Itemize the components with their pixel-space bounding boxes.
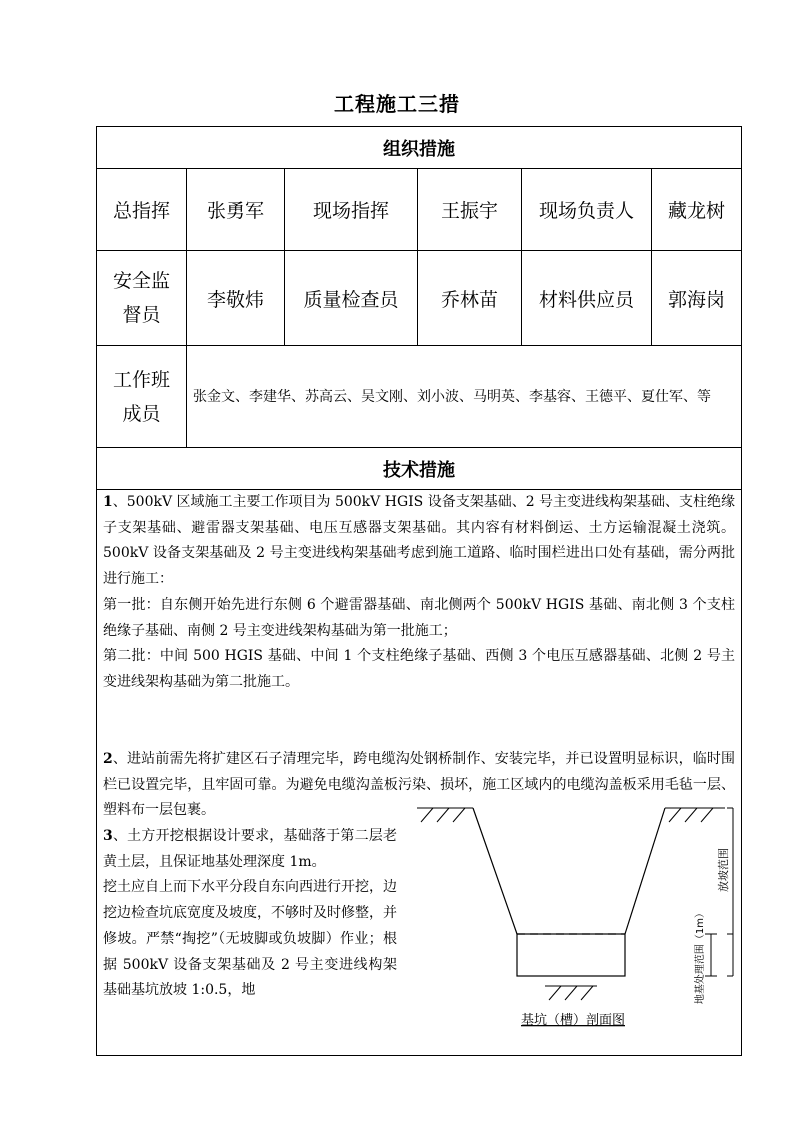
- paragraph-2: 2、进站前需先将扩建区石子清理完毕，跨电缆沟处钢桥制作、安装完毕，并已设置明显标识，临时围栏已设置完毕，且牢固可靠。为避免电缆沟盖板污染、损坏，施工区域内的电缆沟盖板采用毛毡一层、塑料布一层包裹。: [103, 751, 735, 819]
- figure-caption: 基坑（槽）剖面图: [520, 1013, 626, 1028]
- paragraph-1b: 第二批：中间 500 HGIS 基础、中间 1 个支柱绝缘子基础、西侧 3 个电压互感器基础、北侧 2 号主变进线架构基础为第二批施工。: [103, 648, 736, 690]
- label-treatment-depth: 地基处理范围（1m）: [695, 907, 706, 1005]
- foundation-treatment-zone: [517, 934, 625, 976]
- name-site-manager: 藏龙树: [652, 169, 742, 251]
- excavation-section-figure: [415, 806, 735, 1041]
- tech-section-header: 技术措施: [97, 448, 742, 490]
- role-commander: 总指挥: [97, 169, 187, 251]
- role-safety-supervisor: 安全监督员: [97, 251, 187, 346]
- team-members: 张金文、李建华、苏高云、吴文刚、刘小波、马明英、李基容、王德平、夏仕军、等: [187, 346, 742, 448]
- team-label: 工作班成员: [97, 346, 187, 448]
- ground-hatch-left: [417, 808, 473, 822]
- ground-hatch-right: [665, 808, 725, 822]
- role-site-manager: 现场负责人: [522, 169, 652, 251]
- role-material-supplier: 材料供应员: [522, 251, 652, 346]
- tech-body: [97, 490, 742, 1056]
- name-site-commander: 王振宇: [418, 169, 522, 251]
- name-material-supplier: 郭海岗: [652, 251, 742, 346]
- slope-left: [473, 808, 517, 934]
- page-title: 工程施工三措: [334, 92, 460, 116]
- paragraph-3a: 挖土应自上而下水平分段自东向西进行开挖，边挖边检查坑底宽度及坡度，不够时及时修整，并修坡。严禁“掏挖”（无坡脚或负坡脚）作业；根据 500kV 设备支架基础及 2 号主变进线构架基础基坑放坡 1:0.5，地: [103, 879, 397, 999]
- paragraph-1: 1、500kV 区域施工主要工作项目为 500kV HGIS 设备支架基础、2 号主变进线构架基础、支柱绝缘子支架基础、避雷器支架基础、电压互感器支架基础。其内容有材料倒运、土方运输混凝土浇筑。500kV 设备支架基础及 2 号主变进线构架基础考虑到施工道路、临时围栏进出口处有基础，需分两批进行施工：: [103, 494, 736, 588]
- measures-table: [96, 126, 742, 1056]
- name-commander: 张勇军: [187, 169, 285, 251]
- name-safety-supervisor: 李敬炜: [187, 251, 285, 346]
- ground-hatch-bottom: [545, 986, 597, 1000]
- role-site-commander: 现场指挥: [285, 169, 418, 251]
- paragraph-1a: 第一批：自东侧开始先进行东侧 6 个避雷器基础、南北侧两个 500kV HGIS 基础、南北侧 3 个支柱绝缘子基础、南侧 2 号主变进线架构基础为第一批施工；: [103, 596, 736, 639]
- role-quality-inspector: 质量检查员: [285, 251, 418, 346]
- name-quality-inspector: 乔林苗: [418, 251, 522, 346]
- slope-right: [625, 808, 665, 934]
- label-slope-range: 放坡范围: [717, 848, 730, 892]
- org-section-header: 组织措施: [97, 127, 742, 169]
- paragraph-3: 3、土方开挖根据设计要求，基础落于第二层老黄土层，且保证地基处理深度 1m。: [103, 828, 397, 870]
